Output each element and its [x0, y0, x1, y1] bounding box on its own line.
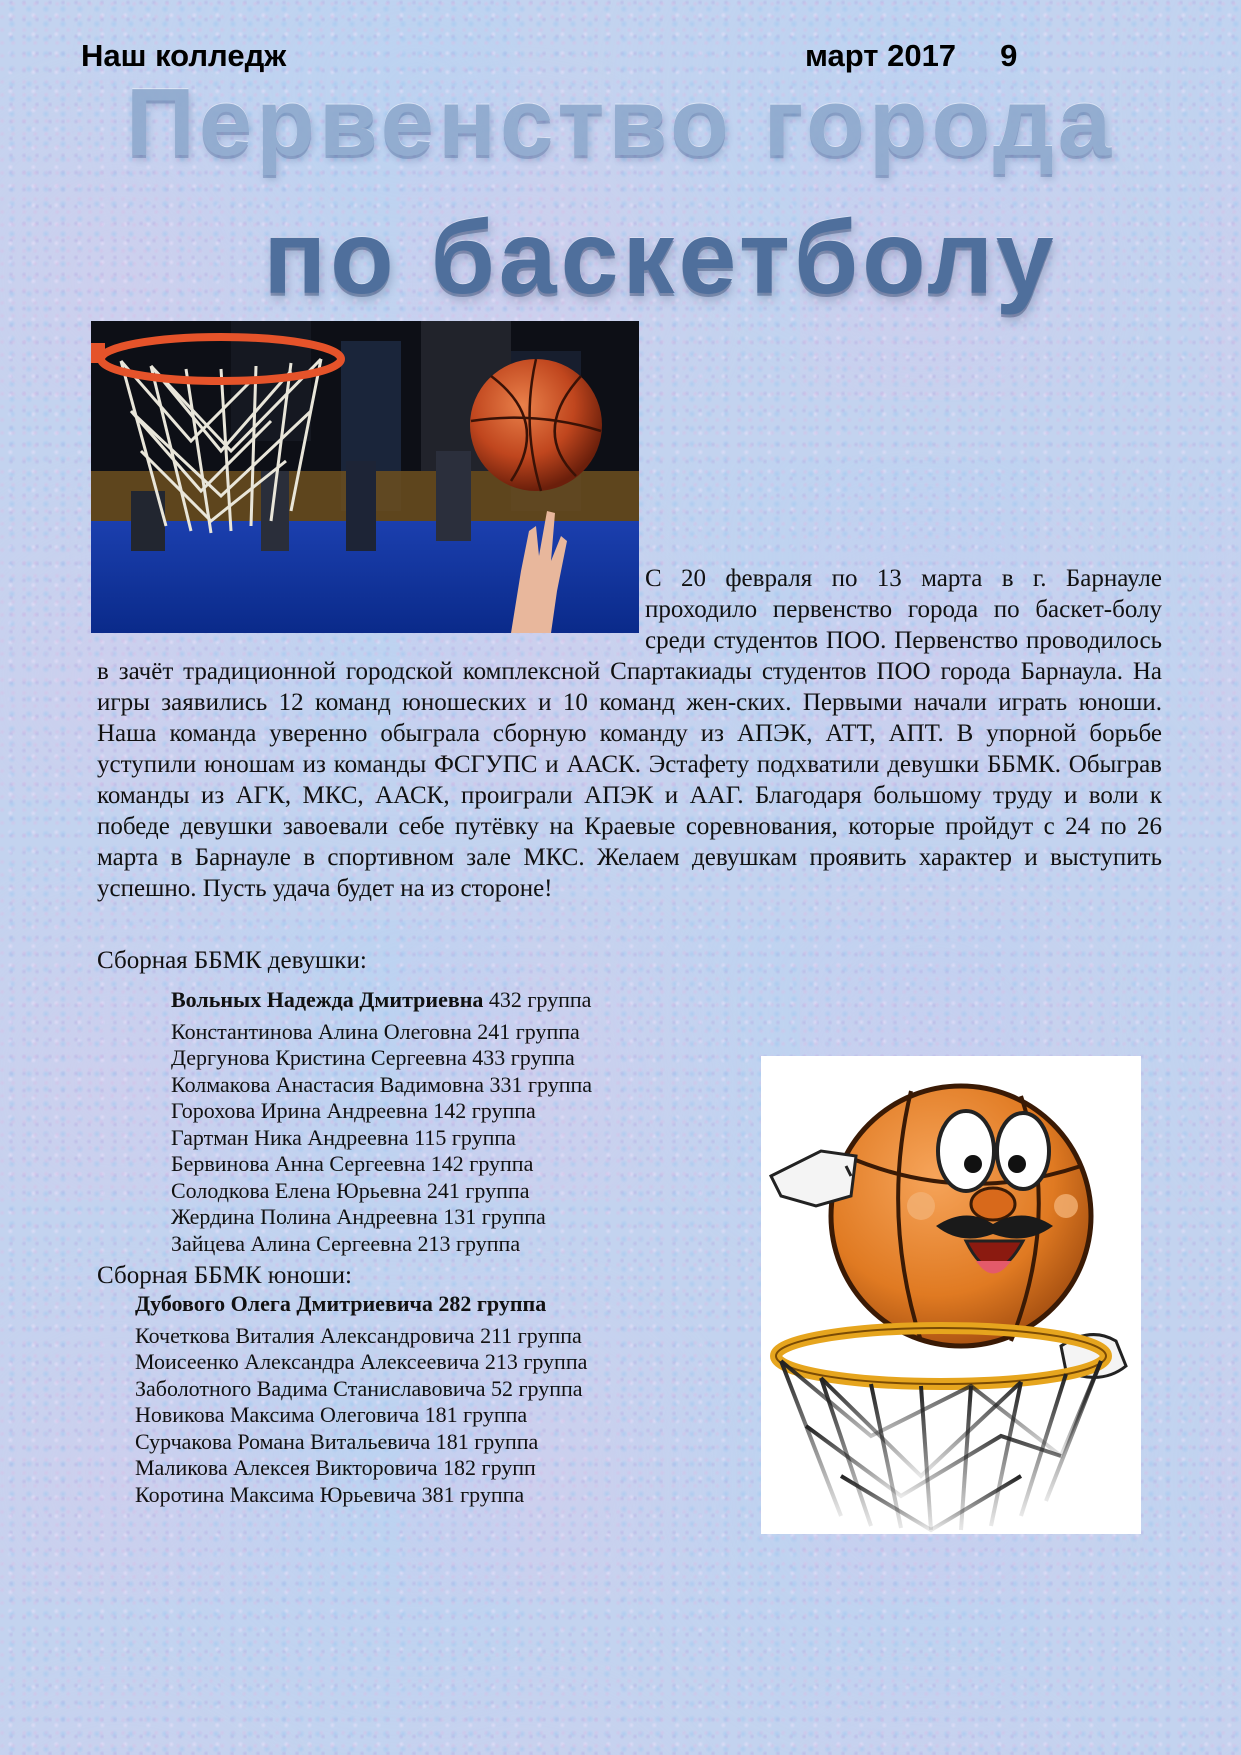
boys-team-list: [135, 1291, 587, 1508]
list-item: Дергунова Кристина Сергеевна 433 группа: [171, 1045, 575, 1070]
list-item: Маликова Алексея Викторовича 182 групп: [135, 1455, 536, 1480]
list-item: Гартман Ника Андреевна 115 группа: [171, 1124, 516, 1150]
page-title-line-2: по баскетболу: [263, 200, 1058, 316]
list-item: [171, 987, 592, 1014]
list-item: Дубового Олега Дмитриевича 282 группа: [135, 1291, 547, 1316]
list-item: Новикова Максима Олеговича 181 группа: [135, 1402, 528, 1427]
list-item: Сурчакова Романа Витальевича 181 группа: [135, 1428, 539, 1454]
list-item: Константинова Алина Олеговна 241 группа: [171, 1018, 580, 1044]
page-number: 9: [1000, 38, 1018, 73]
issue-date: март 2017: [805, 38, 957, 73]
girls-team-list: [171, 987, 592, 1257]
list-item: Солодкова Елена Юрьевна 241 группа: [171, 1177, 530, 1203]
list-item: Колмакова Анастасия Вадимовна 331 группа: [171, 1071, 593, 1097]
girls-team-heading: Сборная ББМК девушки:: [97, 947, 367, 974]
boys-team-heading: Сборная ББМК юноши:: [97, 1262, 352, 1289]
list-item: Горохова Ирина Андреевна 142 группа: [171, 1098, 536, 1123]
list-item: Коротина Максима Юрьевича 381 группа: [135, 1481, 525, 1507]
article-text: С 20 февраля по 13 марта в г. Барнауле проходило первенство города по баскет-болу среди студентов ПОО. Первенство проводилось в зачёт традиционной городской комплексной Спартакиады студентов ПОО города Барнаула. На игры заявились 12 команд юношеских и 10 команд жен-ских. Первыми начали играть юноши. Наша команда уверенно обыграла сборную команду из АПЭК, АТТ, АПТ. В упорной борьбе уступили юношам из команды ФСГУПС и ААСК. Эстафету подхватили девушки ББМК. Обыграв команды из АГК, МКС, ААСК, проиграли АПЭК и ААГ. Благодаря большому труду и воли к победе девушки завоевали себе путёвку на Краевые соревнования, которые пройдут с 24 по 26 марта в Барнауле в спортивном зале МКС. Желаем девушкам проявить характер и выступить успешно. Пусть удача будет на из стороне!: [97, 565, 1162, 902]
publication-name: Наш колледж: [81, 38, 287, 73]
girls-captain-name: Вольных Надежда Дмитриевна: [171, 987, 484, 1012]
list-item: Кочеткова Виталия Александровича 211 группа: [135, 1322, 582, 1348]
list-item: Заболотного Вадима Станиславовича 52 группа: [135, 1375, 583, 1401]
article-body: [97, 563, 1162, 904]
photo-wrap-spacer: [97, 563, 645, 631]
list-item: Бервинова Анна Сергеевна 142 группа: [171, 1151, 534, 1176]
list-item: Моисеенко Александра Алексеевича 213 группа: [135, 1349, 588, 1374]
list-item: Зайцева Алина Сергеевна 213 группа: [171, 1230, 521, 1256]
page-title-line-1: Первенство города: [125, 69, 1116, 176]
girls-captain-group: 432 группа: [488, 987, 592, 1012]
cartoon-basketball-character: [761, 1056, 1141, 1534]
list-item: Жердина Полина Андреевна 131 группа: [171, 1204, 546, 1229]
